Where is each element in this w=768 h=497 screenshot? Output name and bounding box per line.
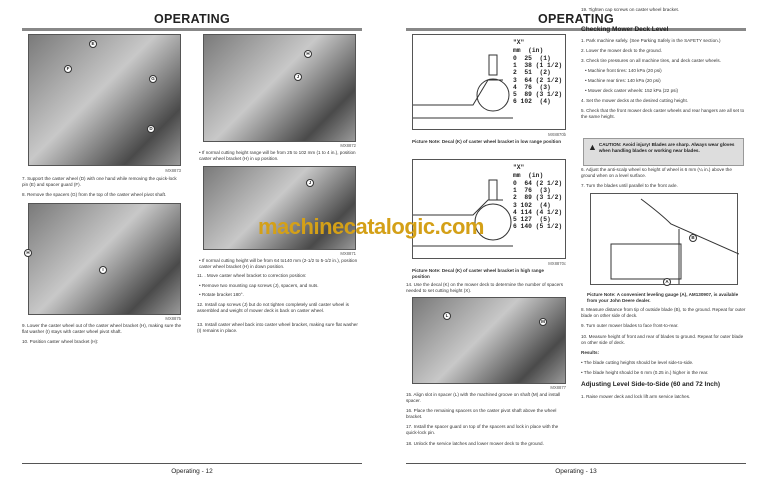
heading-adjusting-level: Adjusting Level Side-to-Side (60 and 72 Inch) (581, 381, 721, 388)
diagram-id: MX8870c (548, 261, 566, 266)
step-14: 14. Use the decal (K) on the mower deck to determine the number of spacers needed to set cutting height (X). (406, 282, 564, 294)
step-15: 15. Align slot in spacer (L) with the machined groove on shaft (M) and install spacer. (406, 392, 561, 404)
page-number-right: Operating - 13 (555, 468, 597, 475)
step-13: 13. Install caster wheel back into caster wheel bracket, making sure flat washer (I) remains in place. (197, 322, 358, 334)
bullet-down-position: • If normal cutting height will be from 64 to140 mm (2-1/2 to 5-1/2 in.), position caster wheel bracket (H) in down position. (199, 258, 358, 270)
decal-row: 0 25 (1) (513, 55, 551, 62)
photo-spacer-shaft (412, 297, 566, 384)
photo-bracket-up (203, 34, 356, 142)
page-number-left: Operating - 12 (171, 468, 213, 475)
result-1: • The blade cutting heights should be level side-to-side. (581, 360, 694, 365)
caster-wheel-drawing (413, 35, 513, 131)
x-label: "X" (513, 164, 525, 171)
check-step-7: 7. Turn the blades until parallel to the front axle. (581, 183, 678, 188)
picture-note-low: Picture Note: Decal (K) of caster wheel bracket in low range position (412, 139, 562, 144)
caster-wheel-drawing (413, 160, 513, 260)
table-head: mm (in) (513, 172, 544, 179)
step-10: 10. Position caster wheel bracket (H): (22, 339, 99, 344)
check-step-2: 2. Lower the mower deck to the ground. (581, 48, 662, 53)
diagram-id: MX8870b (548, 132, 566, 137)
decal-high-range-diagram (412, 159, 566, 259)
decal-rows (513, 55, 562, 105)
heading-checking-level: Checking Mower Deck Level (581, 26, 669, 33)
adjust-step-1: 1. Raise mower deck and lock lift arm service latches. (581, 394, 691, 399)
callout-e: E (89, 40, 97, 48)
callout-j: J (294, 73, 302, 81)
check-step-8: 8. Measure distance from tip of outside blade (B), to the ground. Repeat for outer blade on other side of deck. (581, 307, 746, 319)
decal-row: 5 89 (3 1/2) (513, 91, 563, 99)
callout-m: M (539, 318, 547, 326)
photo-id: MX8877 (550, 385, 566, 390)
picture-note-high: Picture Note: Decal (K) of caster wheel bracket in high range position (412, 268, 544, 280)
step-9: 9. Lower the caster wheel out of the caster wheel bracket (H), making sure the flat washer (I) stays with caster wheel pivot shaft. (22, 323, 182, 335)
x-label: "X" (513, 39, 525, 46)
photo-id: MX8873 (165, 168, 181, 173)
decal-row: 5 127 (5) (513, 216, 551, 224)
callout-b: B (689, 234, 697, 242)
callout-f: F (64, 65, 72, 73)
step-11: 11. . Move caster wheel bracket to correction position: (197, 273, 307, 278)
bullet-remove-screws: • Remove two mounting cap screws (J), spacers, and nuts. (199, 283, 319, 288)
photo-caster-pin (28, 34, 181, 166)
step-12: 12. Install cap screws (J) but do not tighten completely until caster wheel is assembled and weight of mower deck is back on caster wheel. (197, 302, 349, 314)
decal-row: 1 76 (3) (513, 187, 551, 195)
decal-row: 3 102 (4) (513, 201, 551, 209)
right-page-header: OPERATING (537, 12, 615, 26)
decal-row: 4 114 (4 1/2) (513, 208, 563, 216)
callout-i: I (99, 266, 107, 274)
watermark: machinecatalogic.com (258, 214, 484, 239)
check-step-5: 5. Check that the front mower deck caster wheels and rear hangers are all set to the same height. (581, 108, 745, 120)
photo-id: MX8875 (165, 316, 181, 321)
picture-note-gauge: Picture Note: A convenient leveling gauge (A), AM130907, is available from your John Deere dealer. (587, 292, 739, 304)
callout-h: H (24, 249, 32, 257)
results-label: Results: (581, 350, 600, 355)
check-step-3: 3. Check tire pressures on all machine tires, and deck caster wheels. (581, 58, 721, 63)
decal-row: 1 38 (1 1/2) (513, 62, 563, 70)
photo-id: MX8871 (340, 251, 356, 256)
decal-low-range-diagram (412, 34, 566, 130)
step-8: 8. Remove the spacers (G) from the top of the caster wheel pivot shaft. (22, 192, 167, 197)
step-16: 16. Place the remaining spacers on the caster pivot shaft above the wheel bracket. (406, 408, 557, 420)
bullet-front-tires: • Machine front tires: 140 kPa (20 psi) (585, 68, 662, 73)
bullet-rotate: • Rotate bracket 180°. (199, 292, 244, 297)
step-19: 19. Tighten cap screws on caster wheel bracket. (581, 7, 680, 12)
callout-a: A (663, 278, 671, 286)
decal-row: 0 64 (2 1/2) (513, 180, 563, 187)
decal-row: 4 76 (3) (513, 83, 551, 91)
decal-rows (513, 180, 562, 230)
check-step-10: 10. Measure height of front and rear of blades to ground. Repeat for outer blade on other side of deck. (581, 334, 744, 346)
warning-triangle-icon: ▲ (588, 142, 597, 152)
caution-box (583, 138, 744, 166)
check-step-6: 6. Adjust the anti-scalp wheel so height of wheel is 6 mm (¼ in.) above the ground when on a level surface. (581, 167, 732, 179)
leveling-gauge-diagram (590, 193, 738, 285)
step-18: 18. Unlock the service latches and lower mower deck to the ground. (406, 441, 544, 446)
caution-text: CAUTION: Avoid injury! Blades are sharp. Always wear gloves when handling blades or working near blades. (598, 142, 735, 153)
result-2: • The blade height should be 6 mm (0.25 in.) higher in the rear. (581, 370, 709, 375)
decal-row: 3 64 (2 1/2) (513, 76, 563, 84)
blade-gauge-drawing (591, 194, 739, 286)
footer-rule (22, 463, 362, 464)
left-page-header: OPERATING (153, 12, 231, 26)
table-head: mm (in) (513, 47, 544, 54)
footer-rule (406, 463, 746, 464)
bullet-caster-wheels: • Mower deck caster wheels: 152 kPa (22 psi) (585, 88, 679, 93)
callout-j: J (306, 179, 314, 187)
check-step-9: 9. Turn outer mower blades to face front-to-rear. (581, 323, 679, 328)
step-17: 17. Install the spacer guard on top of the spacers and lock in place with the quick-lock pin. (406, 424, 559, 436)
photo-caster-wheel (28, 203, 181, 315)
check-step-4: 4. Set the mower decks at the desired cutting height. (581, 98, 688, 103)
decal-row: 2 89 (3 1/2) (513, 194, 563, 202)
decal-row: 6 102 (4) (513, 98, 551, 106)
callout-d: D (147, 125, 155, 133)
check-step-1: 1. Park machine safely. (See Parking Safely in the SAFETY section.) (581, 38, 721, 43)
callout-h: H (304, 50, 312, 58)
bullet-up-position: • If normal cutting height range will be from 25 to 102 mm (1 to 4 in.), position caster wheel bracket (H) in up position. (199, 150, 356, 162)
callout-g: G (149, 75, 157, 83)
photo-id: MX8872 (340, 143, 356, 148)
bullet-rear-tires: • Machine rear tires: 140 kPa (20 psi) (585, 78, 661, 83)
decal-row: 2 51 (2) (513, 69, 551, 77)
decal-row: 6 140 (5 1/2) (513, 223, 563, 231)
step-7: 7. Support the caster wheel (D) with one hand while removing the quick-lock pin (E) and spacer guard (F). (22, 176, 177, 188)
header-rule (22, 28, 362, 31)
callout-l: L (443, 312, 451, 320)
